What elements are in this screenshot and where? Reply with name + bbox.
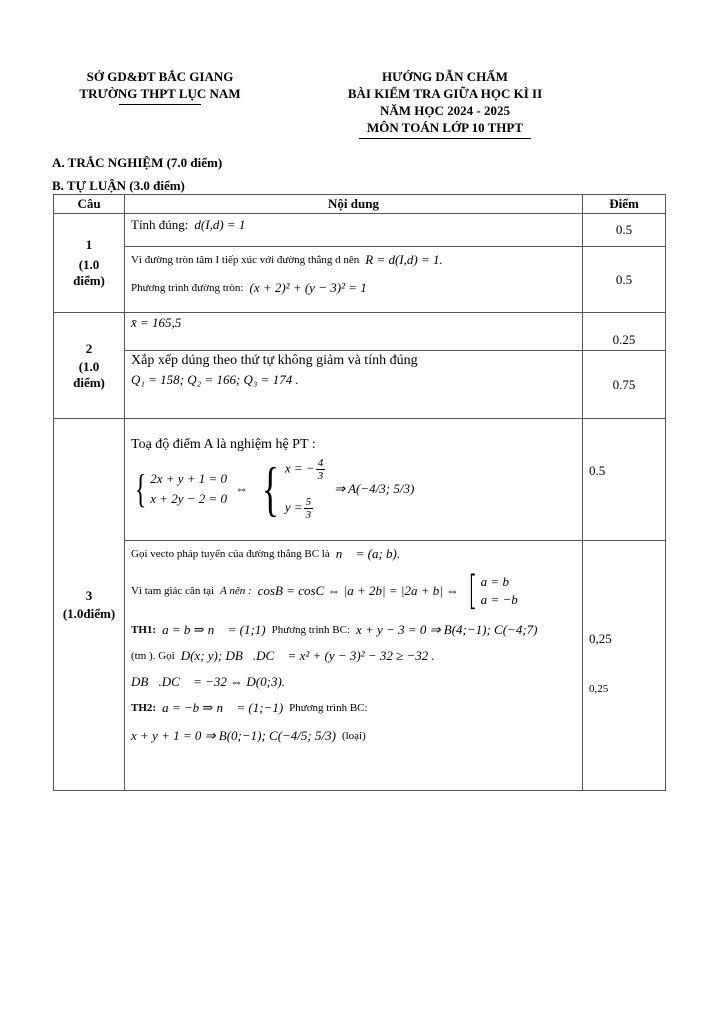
q3-r1-text: Toạ độ điểm A là nghiệm hệ PT : [131,437,316,452]
q3-x-expr: x = − [284,460,315,476]
q3-r2-math1: n⃗ = (a; b). [335,546,401,561]
subject-title: MÔN TOÁN LỚP 10 THPT [366,120,524,135]
q1-r2-math2: (x + 2)² + (y − 3)² = 1 [249,280,367,295]
q1-number: 1 [85,237,93,252]
q3-th1-math3: D(x; y); DB⃗.DC⃗ = x² + (y − 3)² − 32 ≥ −32 . [180,648,435,663]
q3-y-expr: y = [284,499,303,515]
q1-row-2 [54,247,666,313]
q3-score-cell-2 [583,541,666,791]
q1-points: (1.0 [78,257,100,272]
q3-points: (1.0điểm) [62,605,116,621]
q3-score-2a: 0,25 [589,631,612,646]
q3-system-2: { x = − $\frac{4}{3}$ y = $\frac{5}{3}$ [261,456,324,522]
q3-score-1: 0.5 [583,419,666,541]
q1-r2-text: Vì đường tròn tâm I tiếp xúc với đường thẳng d nên [131,254,360,266]
q1-r2-math: R = d(I,d) = 1. [365,252,443,267]
grading-table [53,194,666,791]
q2-label-cell [54,313,125,419]
q3-score-2b: 0,25 [589,683,609,695]
q2-r1-math: x̄ = 165,5 [131,315,182,330]
col-header-diem: Điểm [583,195,666,214]
q3-r2-text2: Vì tam giác cân tại [131,585,215,597]
school-year: NĂM HỌC 2024 - 2025 [380,103,510,118]
q2-score-2: 0.75 [583,351,666,419]
table-header-row [54,195,666,214]
q2-points-unit: điểm) [73,374,105,390]
department-name: SỞ GD&ĐT BẮC GIANG [86,69,234,84]
header-right-underline [359,138,531,139]
q3-eq2: x + 2y − 2 = 0 [150,491,228,506]
q3-cases: [ a = b a = −b [468,568,518,614]
q3-th2-text: Phương trình BC: [289,702,368,714]
q3-th2-math: a = −b ⇒ n⃗ = (1;−1) [162,700,284,715]
q3-content-1 [125,419,583,541]
q2-content-1 [125,313,583,351]
q3-frac-num-2: 5 [305,496,312,508]
header-right [330,68,560,139]
doc-title: HƯỚNG DẪN CHẤM [382,69,508,84]
q3-th1-math4: DB⃗.DC⃗ = −32 ⇔ D(0;3). [131,674,286,689]
q2-r2-math: Q₁ = 158; Q₂ = 166; Q₃ = 174 . [131,372,299,387]
q3-r2-text2b: A nên : [220,585,252,597]
q1-content-2 [125,247,583,313]
header-left [60,68,260,105]
exam-title: BÀI KIỂM TRA GIỮA HỌC KÌ II [347,86,543,101]
q2-row-2 [54,351,666,419]
q2-points: (1.0 [78,358,100,374]
q1-label-cell [54,214,125,313]
q1-score-2: 0.5 [583,247,666,313]
school-name: TRƯỜNG THPT LỤC NAM [79,86,241,101]
col-header-noidung: Nội dung [125,195,583,214]
q3-r2-math2: cosB = cosC ⇔ |a + 2b| = |2a + b| ⇔ [257,583,460,598]
q3-th2-text2: (loại) [341,730,366,742]
q3-row-1 [54,419,666,541]
q3-case2: a = −b [480,592,518,607]
q2-number: 2 [85,340,93,356]
q3-number: 3 [85,587,93,603]
q2-row-1 [54,313,666,351]
q3-th2-math2: x + y + 1 = 0 ⇒ B(0;−1); C(−4/5; 5/3) [131,728,336,743]
q3-frac-den-1: 3 [317,470,324,482]
q3-case1: a = b [480,574,509,589]
header-left-underline [119,104,201,105]
q3-th1-label: TH1: [131,624,157,636]
q1-points-unit: điểm) [73,273,105,288]
q3-th1-text: Phương trình BC: [271,624,351,636]
q2-r2-text: Xắp xếp dúng theo thứ tự không giảm và tính đúng [131,353,418,368]
q3-frac-den-2: 3 [305,509,312,521]
col-header-cau: Câu [54,195,125,214]
q3-system-1: { 2x + y + 1 = 0 x + 2y − 2 = 0 [134,466,228,511]
q3-frac-num-1: 4 [317,457,324,469]
q3-th1-math: a = b ⇒ n⃗ = (1;1) [162,622,266,637]
q1-r2-text2: Phương trình đường tròn: [131,282,244,294]
q1-r1-math: d(I,d) = 1 [194,217,246,232]
q3-eq1: 2x + y + 1 = 0 [150,471,228,486]
q2-score-1: 0.25 [583,313,666,351]
q3-equiv-symbol: ⇔ [235,481,249,496]
q3-label-cell [54,419,125,791]
q3-th2-label: TH2: [131,702,157,714]
q1-r1-text: Tính đúng: [131,217,189,232]
q1-row-1 [54,214,666,247]
q3-r2-text1: Gọi vecto pháp tuyến của đường thẳng BC là [131,548,330,560]
q2-content-2 [125,351,583,419]
section-b-heading: B. TỰ LUẬN (3.0 điểm) [52,178,185,193]
q3-th1-math2: x + y − 3 = 0 ⇒ B(4;−1); C(−4;7) [356,622,538,637]
q3-row-2 [54,541,666,791]
q3-point-A: ⇒ A(−4/3; 5/3) [334,481,415,496]
section-a-heading: A. TRẮC NGHIỆM (7.0 điểm) [52,155,223,170]
q3-content-2 [125,541,583,791]
q1-content-1 [125,214,583,247]
q3-th1-text2: (tm ). Gọi [131,650,175,662]
q1-score-1: 0.5 [583,214,666,247]
